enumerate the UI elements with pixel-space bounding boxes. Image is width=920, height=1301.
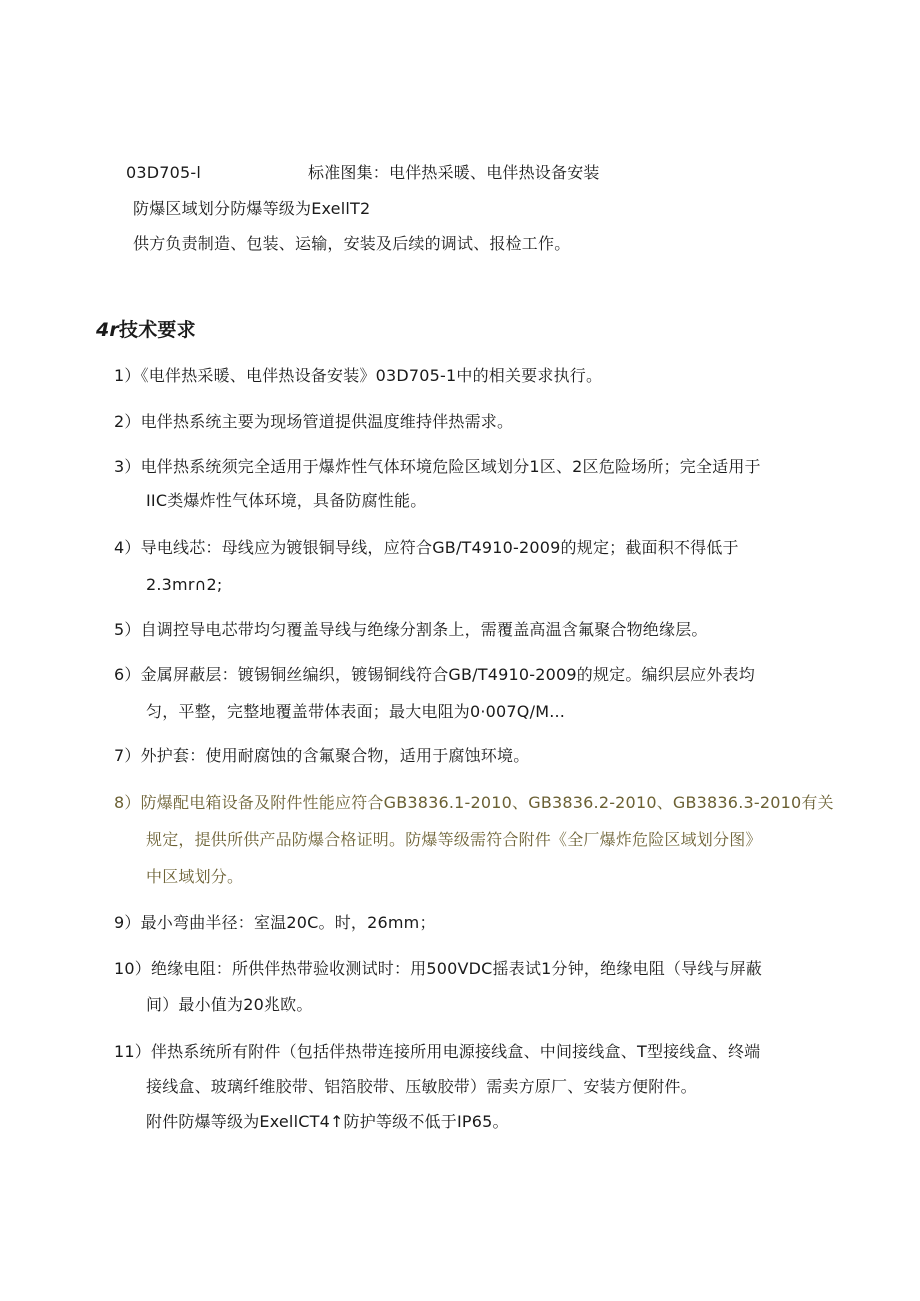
requirement-10-cont: 间）最小值为20兆欧。	[146, 995, 313, 1014]
requirement-marker: 9）	[114, 913, 141, 932]
requirement-3	[114, 456, 761, 478]
requirement-6	[114, 664, 755, 686]
requirement-1	[114, 365, 602, 387]
standard-title: 标准图集：电伴热采暖、电伴热设备安装	[308, 163, 600, 182]
requirement-marker: 10）	[114, 959, 151, 978]
requirement-marker: 1）	[114, 366, 141, 385]
requirement-11-cont-1: 接线盒、玻璃纤维胶带、铝箔胶带、压敏胶带）需卖方原厂、安装方便附件。	[146, 1077, 697, 1096]
requirement-marker: 2）	[114, 412, 141, 431]
requirement-11	[114, 1041, 760, 1063]
requirement-8-cont-2: 中区域划分。	[146, 867, 244, 886]
requirement-marker: 11）	[114, 1042, 151, 1061]
requirement-text: 导电线芯：母线应为镀银铜导线，应符合GB/T4910-2009的规定；截面积不得低于	[140, 538, 739, 557]
requirement-6-cont: 匀，平整，完整地覆盖带体表面；最大电阻为0·007Q/M...	[146, 702, 566, 721]
requirement-marker: 3）	[114, 457, 141, 476]
requirement-10	[114, 958, 762, 980]
intro-supplier-scope: 供方负责制造、包装、运输，安装及后续的调试、报检工作。	[133, 234, 571, 253]
requirement-8-cont-1: 规定，提供所供产品防爆合格证明。防爆等级需符合附件《全厂爆炸危险区域划分图》	[146, 830, 762, 849]
requirement-8	[114, 792, 834, 814]
requirement-marker: 6）	[114, 665, 141, 684]
requirement-2	[114, 411, 513, 433]
requirement-marker: 4）	[114, 538, 141, 557]
requirement-text: 《电伴热采暖、电伴热设备安装》03D705-1中的相关要求执行。	[140, 366, 603, 385]
requirement-11-cont-2: 附件防爆等级为ExellCT4↑防护等级不低于IP65。	[146, 1112, 509, 1131]
requirement-4	[114, 537, 739, 559]
requirement-text: 金属屏蔽层：镀锡铜丝编织，镀锡铜线符合GB/T4910-2009的规定。编织层应外表均	[140, 665, 755, 684]
requirement-text: 防爆配电箱设备及附件性能应符合GB3836.1-2010、GB3836.2-2010、GB3836.3-2010有关	[140, 793, 834, 812]
requirement-9	[114, 912, 436, 934]
requirement-7	[114, 745, 529, 767]
requirement-3-cont: IIC类爆炸性气体环境，具备防腐性能。	[146, 491, 427, 510]
requirement-marker: 7）	[114, 746, 141, 765]
section-number: 4r	[96, 319, 119, 341]
intro-explosion-grade: 防爆区域划分防爆等级为ExellT2	[133, 199, 371, 218]
requirement-text: 电伴热系统须完全适用于爆炸性气体环境危险区域划分1区、2区危险场所；完全适用于	[140, 457, 761, 476]
requirement-text: 外护套：使用耐腐蚀的含氟聚合物，适用于腐蚀环境。	[140, 746, 530, 765]
requirement-text: 伴热系统所有附件（包括伴热带连接所用电源接线盒、中间接线盒、T型接线盒、终端	[150, 1042, 761, 1061]
section-heading	[96, 317, 196, 343]
section-title: 技术要求	[119, 319, 196, 341]
requirement-text: 电伴热系统主要为现场管道提供温度维持伴热需求。	[140, 412, 514, 431]
requirement-5	[114, 619, 708, 641]
requirement-4-cont: 2.3mr∩2;	[146, 575, 223, 594]
requirement-marker: 5）	[114, 620, 141, 639]
standard-code: 03D705-l	[126, 163, 202, 182]
requirement-marker: 8）	[114, 793, 141, 812]
requirement-text: 最小弯曲半径：室温20C。时，26mm；	[140, 913, 436, 932]
requirement-text: 绝缘电阻：所供伴热带验收测试时：用500VDC摇表试1分钟，绝缘电阻（导线与屏蔽	[150, 959, 763, 978]
requirement-text: 自调控导电芯带均匀覆盖导线与绝缘分割条上，需覆盖高温含氟聚合物绝缘层。	[140, 620, 708, 639]
